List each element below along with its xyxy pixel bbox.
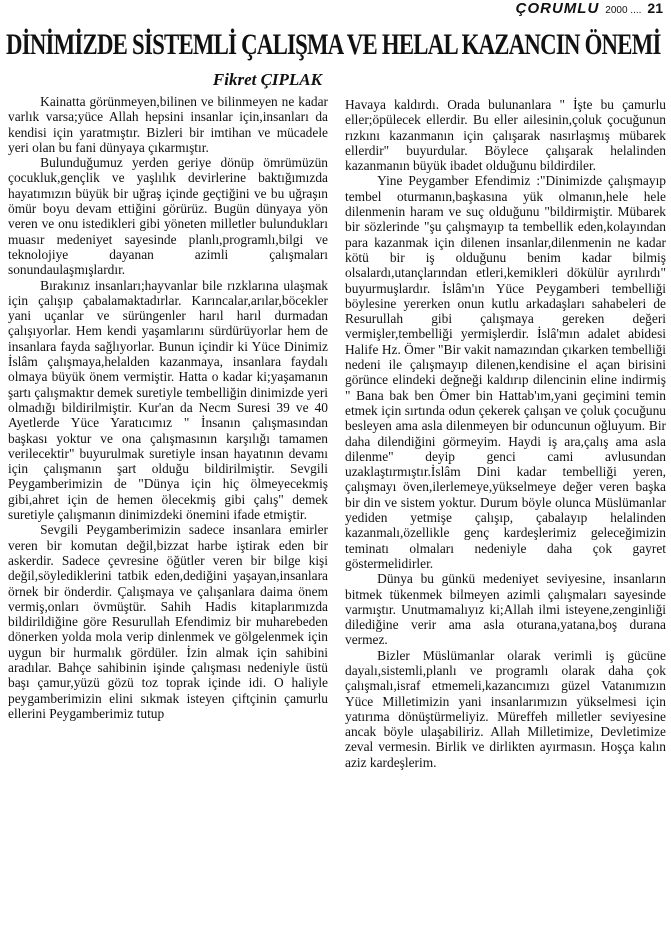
paragraph: Bizler Müslümanlar olarak verimli iş gücüne dayalı,sistemli,planlı ve programlı olarak daha çok çalışmalı,israf etmemeli,kazancımızı güzel Vatanımızın Yüce Milletimizin yani insanlarımızın yükselmesi için yatırıma dönüştürmeliyiz. Müreffeh milletler seviyesine ancak böyle ulaşabiliriz. Allah Milletimize, Devletimize zeval vermesin. Birlik ve dirlikten ayırmasın. Hoşça kalın aziz kardeşlerim. (345, 647, 666, 770)
paragraph: Bırakınız insanları;hayvanlar bile rızklarına ulaşmak için çalışıp çabalamaktadırlar. Karıncalar,arılar,böcekler yani uçanlar ve sürüngenler harıl harıl durmadan çalışıyorlar. Hem kendi yaşamlarını sürdürüyorlar hem de insanlara fayda sağlıyorlar. Bunun içindir ki Yüce Dinimiz İslâm çalışmaya,helalden kazanmaya, insanlara faydalı olmaya büyük önem vermiştir. Hatta o kadar ki;yaşamanın şartı çalışmaktır demek suretiyle tembelliğin dinimizde yeri olmadığı bildirilmiştir. Kur'an da Necm Suresi 39 ve 40 Ayetlerde Yüce Yaratıcımız " İnsanın çalışmasından başkası yoktur ve ona çalışmasının karşılığı tamamen verilecektir" buyurulmak suretiyle insan hayatının devamı için çalışmanın şart olduğu bildirilmiştir. Sevgili Peygamberimizin de "Dünya için hiç ölmeyecekmiş gibi,ahret için de hemen ölecekmiş gibi çalış" demek suretiyle çalışmanın dinimizdeki önemini ifade etmiştir. (8, 277, 328, 523)
paragraph: Bulunduğumuz yerden geriye dönüp ömrümüzün çocukluk,gençlik ve yaşlılık devirlerine baktığımızda hayatımızın büyük bir uğraş içinde geçtiğini ve bu uğraşın ömür boyu devam ettiğini görürüz. Bugün dünyaya yön veren ve onu istedikleri gibi yöneten milletler bulundukları muasır medeniyet sayesinde planlı,programlı,bilgi ve teknolojiye dayanan azimli çalışmaları sonundaulaşmışlardır. (8, 155, 328, 278)
paragraph: Yine Peygamber Efendimiz :"Dinimizde çalışmayıp tembel oturmanın,başkasına yük olmanın,hele hele dilenmenin haram ve suç olduğunu "bildirmiştir. Mübarek bir sözlerinde "şu çalışmayıp ta tembellik eden,kolayından para kazanmak için dilenen insanlar,dilenmenin ne kadar kötü bir iş olduğunu benim kadar bilmiş olsalardı,utançlarından etleri,kemikleri dökülür ayrılırdı" buyurmuşlardır. İslâm'ın Yüce Peygamberi tembelliği böylesine yererken onun kutlu arkadaşları sahabeleri de Resurullah gibi çalışmaya gereken değeri vermişler,tembelliği yermişlerdir. İslâ'mın adalet abidesi Halife Hz. Ömer "Bir vakit namazından çıkarken tembelliği nedeni ile çalışmayıp dilenen,kendisine el açan birisini görünce elindeki değneği kaldırıp dilencinin eline indirmiş " Bana bak ben Ömer bin Hattab'ım,yani geçimini temin etmek için sırtında odun çekerek çalışan ve çoluk çocuğunu besleyen ama asla dilenmeyen bir oduncunun oğluyum. Bir daha dilendiğini görmeyim. Haydi iş ara,çalış ama asla dilenme" deyip genci cami avlusundan uzaklaştırmıştır.İslâm Dini kadar tembelliği yeren, çalışmayı öven,ilerlemeye,yükselmeye değer veren başka bir din ve sistem yoktur. Durum böyle olunca Müslümanlar yediden yetmişe çalışıp, çabalayıp helalinden kazanmalı,özellikle genç kardeşlerimiz geleceğimizin teminatı olmaları nedeniyle daha çok gayret göstermelidirler. (345, 173, 666, 571)
paragraph: Havaya kaldırdı. Orada bulunanlara " İşte bu çamurlu eller;öpülecek ellerdir. Bu eller ailesinin,çoluk çocuğunun rızkını kazanmanın için çalışarak nasırlaşmış mübarek ellerdir" buyurdular. Böylece çalışarak helalinden kazanmanın büyük ibadet olduğunu bildirdiler. (345, 97, 666, 174)
page-header (516, 0, 663, 20)
article-author: Fikret ÇIPLAK (212, 70, 322, 89)
article-title: DİNİMİZDE SİSTEMLİ ÇALIŞMA VE HELAL KAZANCIN ÖNEMİ (6, 28, 661, 61)
paragraph: Sevgili Peygamberimizin sadece insanlara emirler veren bir komutan değil,bizzat harbe iştirak eden bir askerdir. Sadece çevresine öğütler veren bir bilge kişi değil,söylediklerini tatbik eden,dediğini yaşayan,insanlara örnek bir önderdir. Çalışmaya ve çalışanlara daima önem vermiş,onları övmüştür. Sahih Hadis kitaplarımızda bildirildiğine göre Resurullah Efendimiz bir muharebeden dönerken yolda mola verip dinlenmek ve gölgelenmek için uygun bir hurmalık gördüler. İzin almak için sahibini aradılar. Bahçe sahibinin işinde çalışması nedeniyle üstü başı çamur,yüzü gözü toz toprak içinde idi. O haliyle peygamberimizin elini sıkmak isteyen çiftçinin çamurlu ellerini Peygamberimiz tutup (8, 522, 328, 721)
paragraph: Kainatta görünmeyen,bilinen ve bilinmeyen ne kadar varlık varsa;yüce Allah hepsini insanlar için,insanları da kendisi için yaratmıştır. Bizleri bir imtihan ve mücadele yeri olan bu fani dünyaya çıkarmıştır. (8, 94, 328, 155)
magazine-brand: ÇORUMLU (515, 0, 600, 17)
issue-label: 2000 .... (605, 5, 642, 16)
page-number: 21 (647, 0, 663, 16)
paragraph: Dünya bu günkü medeniyet seviyesine, insanların bitmek tükenmek bilmeyen azimli çalışmaları sayesinde varmıştır. Unutmamalıyız ki;Allah ilmi isteyene,zenginliği dilediğine verir ama asla oturana,yatana,boş durana vermez. (345, 571, 666, 648)
left-column (8, 70, 328, 721)
right-column (345, 97, 666, 770)
